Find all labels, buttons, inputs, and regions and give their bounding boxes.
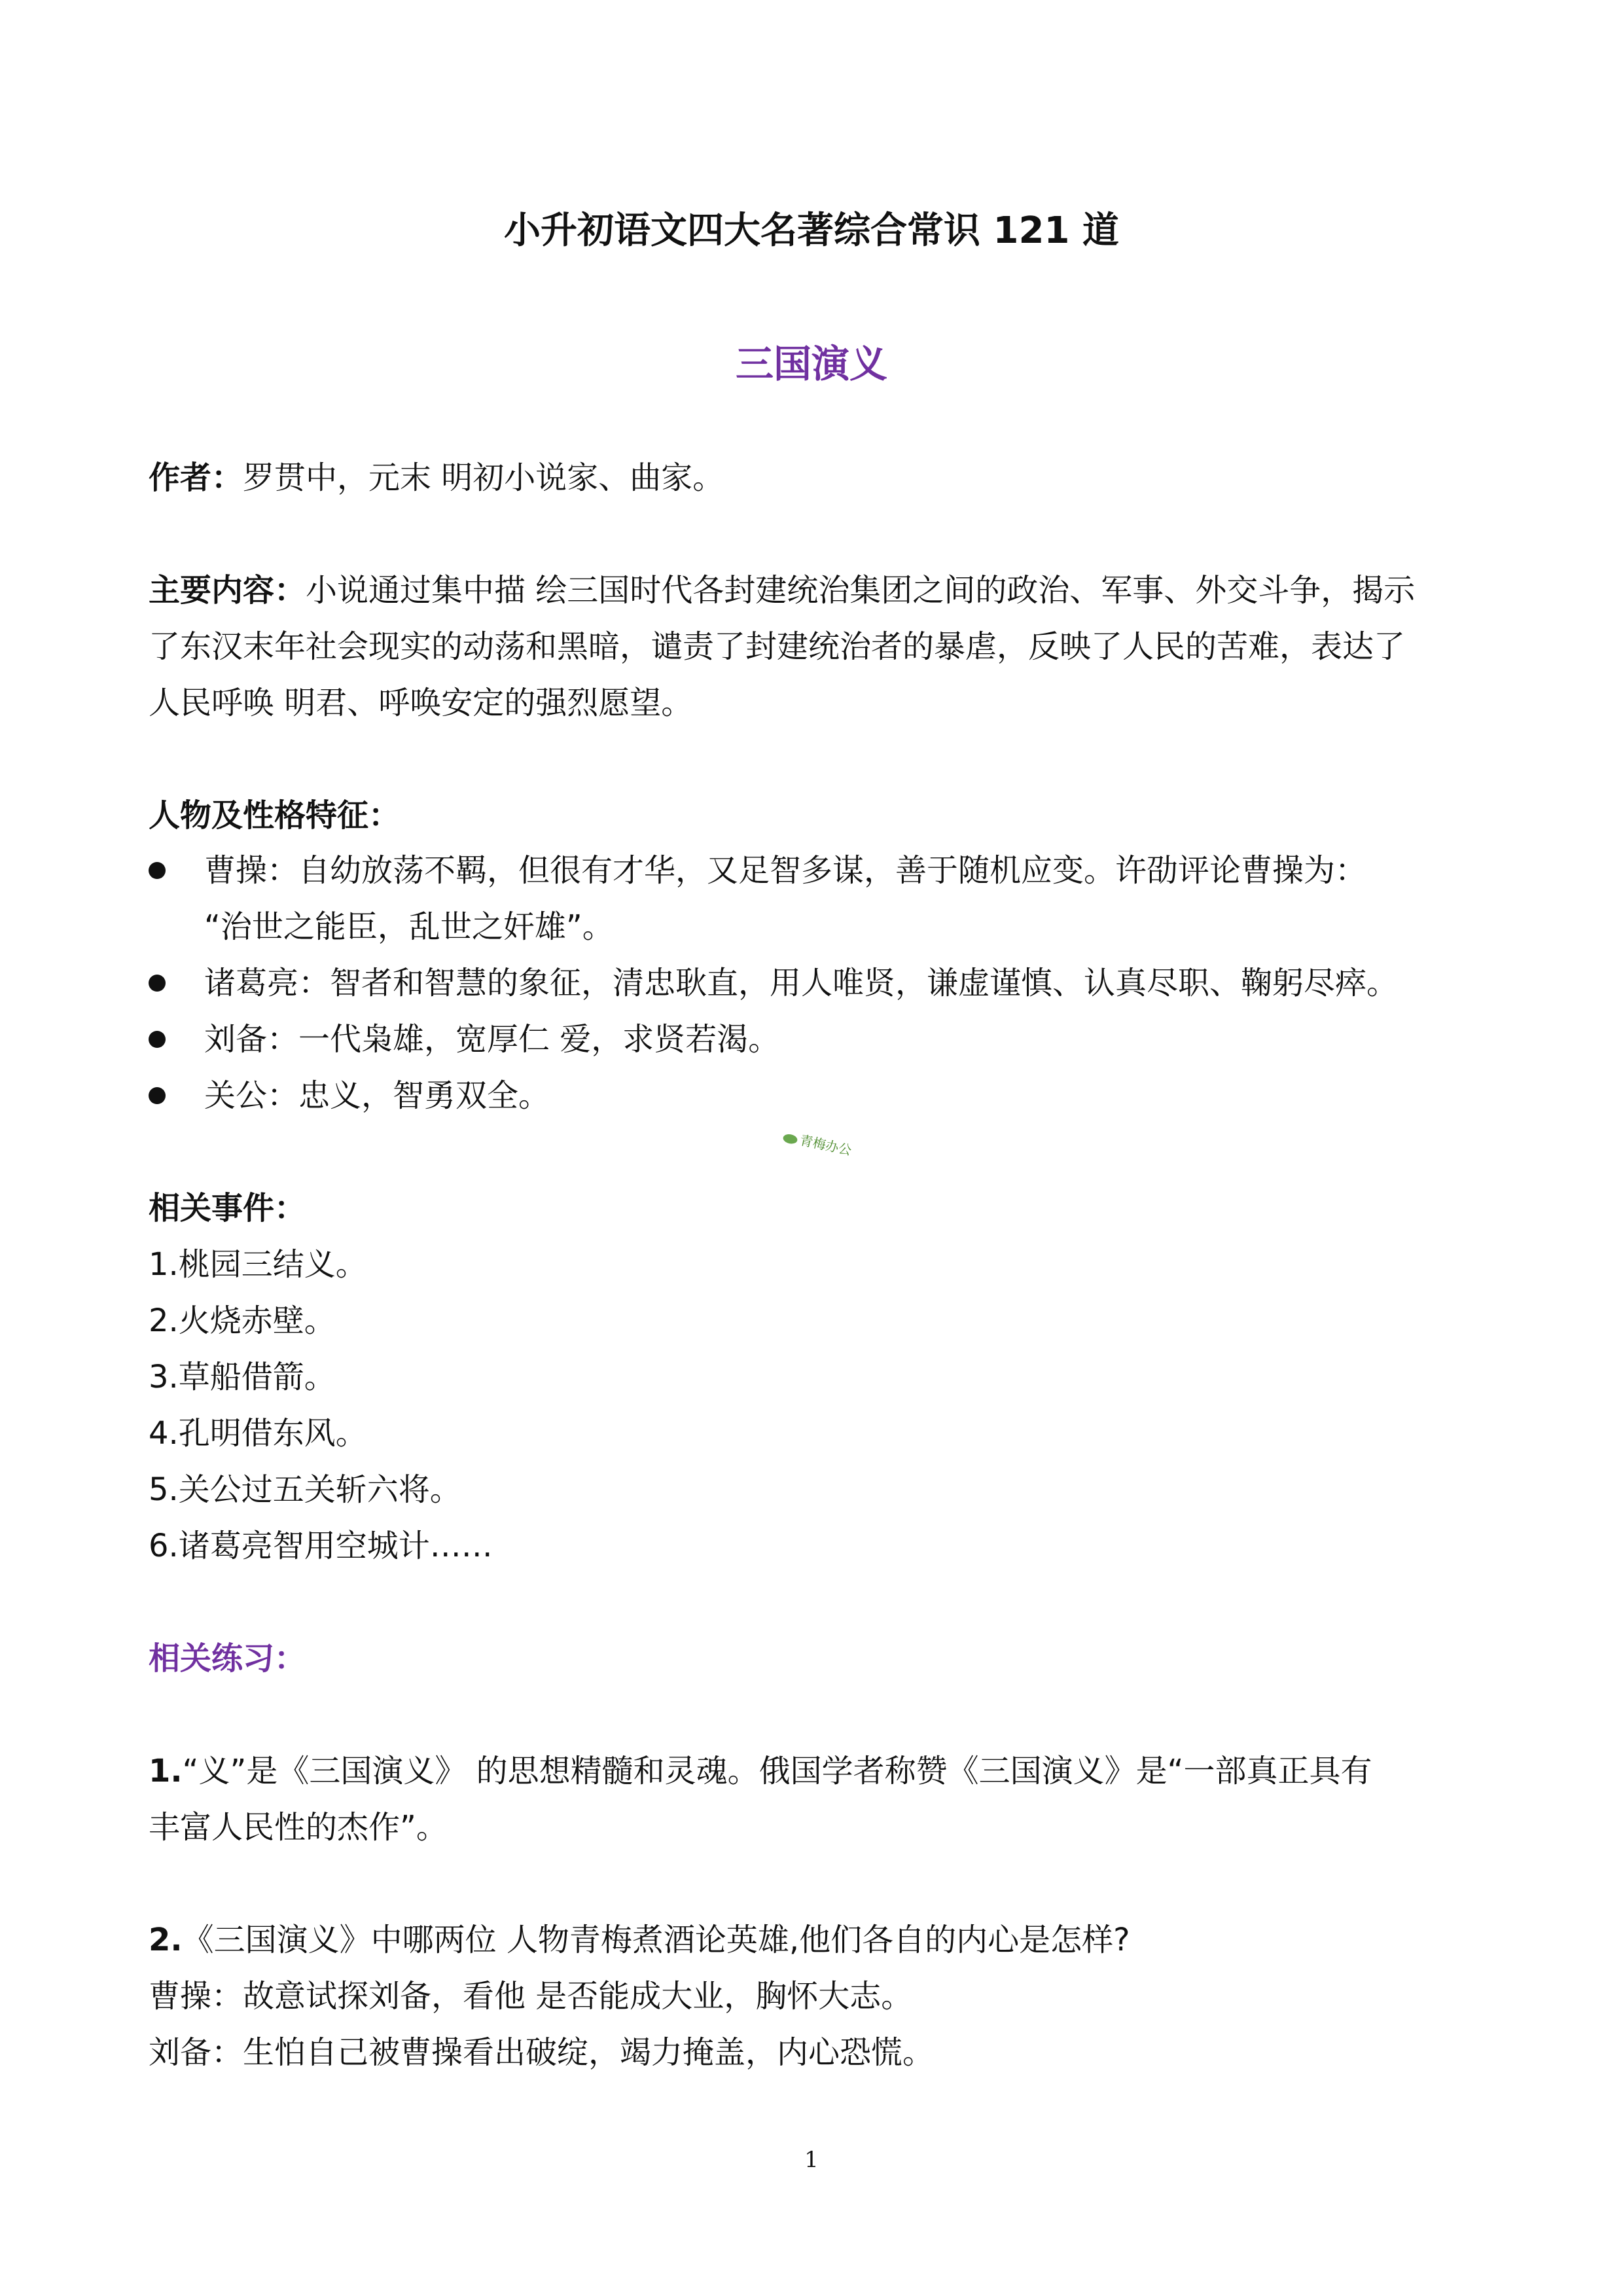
exercise-2-answer-2: 刘备：生怕自己被曹操看出破绽，竭力掩盖，内心恐慌。 (149, 2034, 935, 2071)
content-line-2: 了东汉末年社会现实的动荡和黑暗，谴责了封建统治者的暴虐，反映了人民的苦难，表达了 (149, 628, 1406, 665)
author-line (149, 458, 1484, 497)
section-title: 三国演义 (735, 342, 887, 386)
character-guangong: 关公：忠义，智勇双全。 (204, 1077, 550, 1114)
content-line-1 (149, 571, 1484, 610)
leaf-icon (782, 1133, 798, 1145)
exercise-1-line-1 (149, 1751, 1484, 1791)
bullet-icon (149, 1031, 166, 1048)
characters-heading: 人物及性格特征： (149, 797, 401, 834)
exercise-2-answer-1: 曹操：故意试探刘备，看他 是否能成大业，胸怀大志。 (149, 1978, 913, 2015)
exercise-2-question (149, 1920, 1484, 1960)
event-item: 6.诸葛亮智用空城计…… (149, 1528, 493, 1564)
author-label: 作者： (149, 459, 243, 496)
content-line-3: 人民呼唤 明君、呼唤安定的强烈愿望。 (149, 685, 693, 721)
event-item: 5.关公过五关斩六将。 (149, 1471, 461, 1508)
author-text: 罗贯中，元末 明初小说家、曲家。 (243, 459, 724, 496)
character-liubei: 刘备：一代枭雄，宽厚仁 爱，求贤若渴。 (204, 1021, 780, 1058)
exercise-1-line-2: 丰富人民性的杰作”。 (149, 1809, 448, 1846)
content-label: 主要内容： (149, 572, 306, 609)
bullet-icon (149, 1087, 166, 1104)
exercise-2-text: 《三国演义》中哪两位 人物青梅煮酒论英雄,他们各自的内心是怎样? (182, 1922, 1130, 1958)
exercise-1-text: “义”是《三国演义》 的思想精髓和灵魂。俄国学者称赞《三国演义》是“一部真正具有 (182, 1753, 1372, 1789)
event-item: 1.桃园三结义。 (149, 1246, 367, 1283)
character-zhugeliang: 诸葛亮：智者和智慧的象征，清忠耿直，用人唯贤，谦虚谨慎、认真尽职、鞠躬尽瘁。 (204, 965, 1399, 1001)
watermark (782, 1128, 853, 1158)
character-caocao: 曹操：自幼放荡不羁，但很有才华，又足智多谋，善于随机应变。许劭评论曹操为： (204, 852, 1367, 889)
events-heading: 相关事件： (149, 1190, 306, 1227)
content-text-1: 小说通过集中描 绘三国时代各封建统治集团之间的政治、军事、外交斗争，揭示 (306, 572, 1416, 609)
document-title: 小升初语文四大名著综合常识 121 道 (504, 209, 1119, 252)
event-item: 2.火烧赤壁。 (149, 1302, 336, 1339)
event-item: 3.草船借箭。 (149, 1359, 336, 1395)
page-number: 1 (804, 2147, 819, 2173)
exercise-2-number: 2. (149, 1922, 183, 1958)
character-caocao-quote: “治世之能臣，乱世之奸雄”。 (204, 908, 614, 945)
bullet-icon (149, 862, 166, 879)
event-item: 4.孔明借东风。 (149, 1415, 367, 1452)
exercises-heading: 相关练习： (149, 1640, 306, 1677)
watermark-text: 青梅办公 (798, 1132, 853, 1158)
exercise-1-number: 1. (149, 1753, 183, 1789)
bullet-icon (149, 975, 166, 992)
